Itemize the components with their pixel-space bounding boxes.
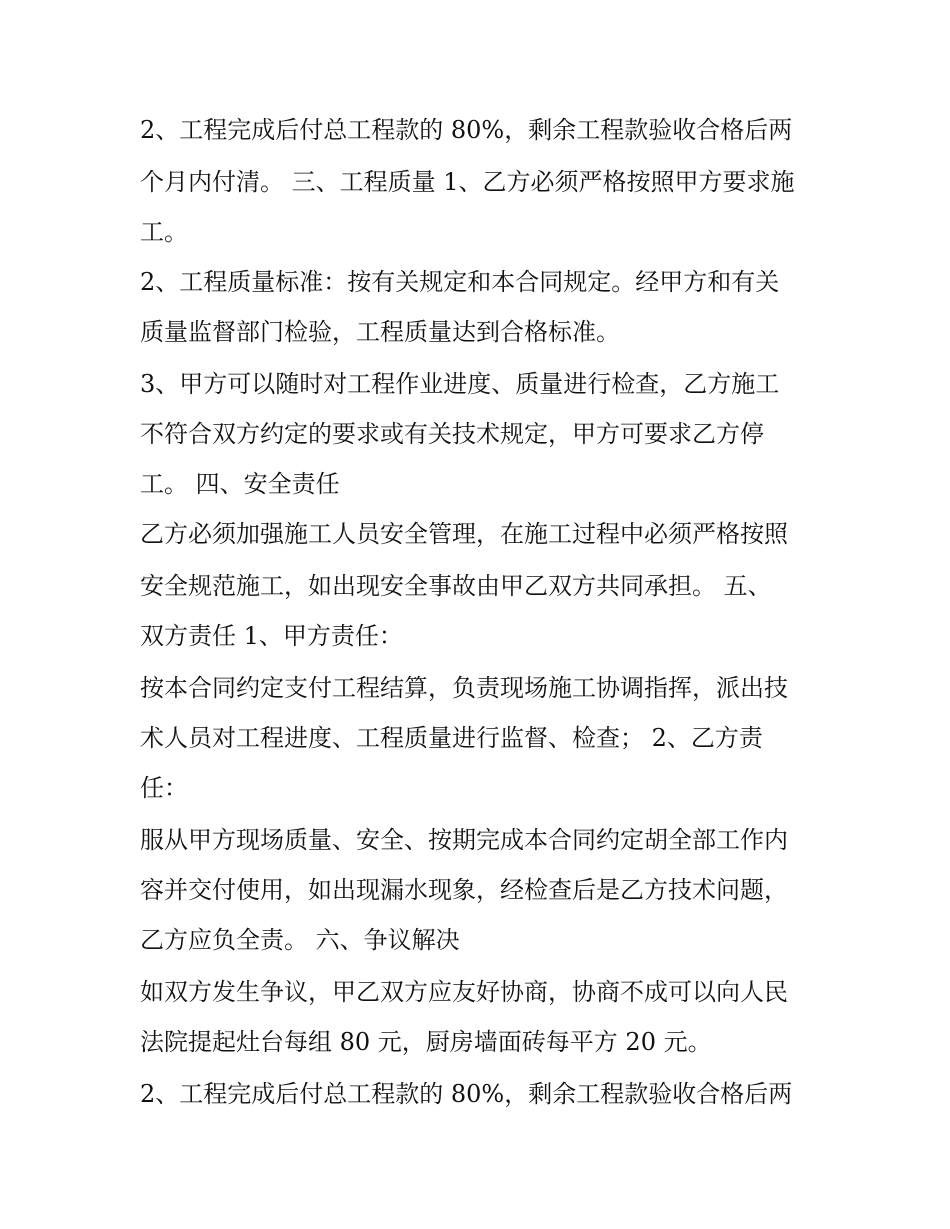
text-line: 法院提起灶台每组 80 元，厨房墙面砖每平方 20 元。 — [140, 1028, 712, 1056]
text-line: 2、工程质量标准：按有关规定和本合同规定。经甲方和有关 — [140, 268, 780, 296]
text-line: 质量监督部门检验，工程质量达到合格标准。 — [140, 318, 620, 346]
text-line: 2、工程完成后付总工程款的 80%，剩余工程款验收合格后两 — [140, 116, 793, 144]
text-line: 术人员对工程进度、工程质量进行监督、检查； 2、乙方责 — [140, 724, 763, 752]
text-line: 任： — [140, 774, 188, 802]
text-line: 服从甲方现场质量、安全、按期完成本合同约定胡全部工作内 — [140, 826, 788, 854]
text-line: 个月内付清。 三、工程质量 1、乙方必须严格按照甲方要求施 — [140, 168, 795, 196]
text-line: 按本合同约定支付工程结算，负责现场施工协调指挥，派出技 — [140, 674, 788, 702]
text-line: 双方责任 1、甲方责任： — [140, 622, 403, 650]
text-line: 工。 四、安全责任 — [140, 470, 340, 498]
text-line: 容并交付使用，如出现漏水现象，经检查后是乙方技术问题， — [140, 876, 788, 904]
text-line: 工。 — [140, 218, 188, 246]
text-line: 如双方发生争议，甲乙双方应友好协商，协商不成可以向人民 — [140, 978, 788, 1006]
text-line: 不符合双方约定的要求或有关技术规定，甲方可要求乙方停 — [140, 420, 764, 448]
text-line: 乙方必须加强施工人员安全管理，在施工过程中必须严格按照 — [140, 520, 788, 548]
text-line: 乙方应负全责。 六、争议解决 — [140, 926, 460, 954]
text-line: 2、工程完成后付总工程款的 80%，剩余工程款验收合格后两 — [140, 1080, 793, 1108]
text-line: 安全规范施工，如出现安全事故由甲乙双方共同承担。 五、 — [140, 572, 772, 600]
text-line: 3、甲方可以随时对工程作业进度、质量进行检查，乙方施工 — [140, 370, 780, 398]
